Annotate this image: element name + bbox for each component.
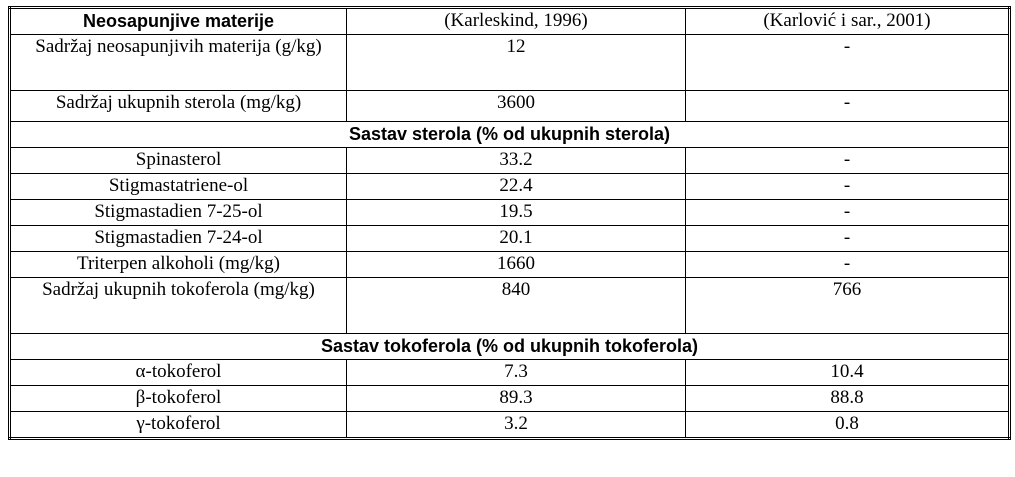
row-value-karlovic: 766 xyxy=(686,278,1010,334)
table-row xyxy=(10,35,1010,91)
row-value-karlovic: - xyxy=(686,148,1010,174)
table-row xyxy=(10,200,1010,226)
header-col1: Neosapunjive materije xyxy=(10,8,347,35)
row-label: Spinasterol xyxy=(10,148,347,174)
row-value-karlovic: - xyxy=(686,226,1010,252)
row-label: Stigmastatriene-ol xyxy=(10,174,347,200)
row-value-karleskind: 89.3 xyxy=(347,386,686,412)
row-label: Sadržaj neosapunjivih materija (g/kg) xyxy=(10,35,347,91)
row-value-karleskind: 3.2 xyxy=(347,412,686,439)
table-row xyxy=(10,91,1010,122)
row-value-karlovic: 0.8 xyxy=(686,412,1010,439)
table-row xyxy=(10,412,1010,439)
table-row xyxy=(10,278,1010,334)
row-value-karleskind: 33.2 xyxy=(347,148,686,174)
unsaponifiable-matter-table xyxy=(8,6,1011,440)
table-row xyxy=(10,174,1010,200)
table-row xyxy=(10,386,1010,412)
header-col3: (Karlović i sar., 2001) xyxy=(686,8,1010,35)
row-value-karleskind: 7.3 xyxy=(347,360,686,386)
row-value-karlovic: 88.8 xyxy=(686,386,1010,412)
row-label: Stigmastadien 7-24-ol xyxy=(10,226,347,252)
table-row xyxy=(10,226,1010,252)
row-label: α-tokoferol xyxy=(10,360,347,386)
header-col2: (Karleskind, 1996) xyxy=(347,8,686,35)
row-value-karleskind: 22.4 xyxy=(347,174,686,200)
row-label: γ-tokoferol xyxy=(10,412,347,439)
row-value-karlovic: - xyxy=(686,200,1010,226)
section-title-sterola: Sastav sterola (% od ukupnih sterola) xyxy=(10,122,1010,148)
row-value-karlovic: - xyxy=(686,91,1010,122)
row-label: Sadržaj ukupnih sterola (mg/kg) xyxy=(10,91,347,122)
row-value-karleskind: 3600 xyxy=(347,91,686,122)
row-label: Stigmastadien 7-25-ol xyxy=(10,200,347,226)
section-row-tokoferola xyxy=(10,334,1010,360)
row-value-karlovic: - xyxy=(686,174,1010,200)
row-value-karlovic: - xyxy=(686,252,1010,278)
row-value-karlovic: 10.4 xyxy=(686,360,1010,386)
table-row xyxy=(10,360,1010,386)
section-title-tokoferola: Sastav tokoferola (% od ukupnih tokoferola) xyxy=(10,334,1010,360)
row-value-karlovic: - xyxy=(686,35,1010,91)
row-value-karleskind: 12 xyxy=(347,35,686,91)
row-value-karleskind: 1660 xyxy=(347,252,686,278)
row-label: Sadržaj ukupnih tokoferola (mg/kg) xyxy=(10,278,347,334)
row-value-karleskind: 19.5 xyxy=(347,200,686,226)
table-row xyxy=(10,252,1010,278)
table-row xyxy=(10,148,1010,174)
row-label: β-tokoferol xyxy=(10,386,347,412)
table-header-row xyxy=(10,8,1010,35)
row-value-karleskind: 20.1 xyxy=(347,226,686,252)
section-row-sterola xyxy=(10,122,1010,148)
row-label: Triterpen alkoholi (mg/kg) xyxy=(10,252,347,278)
row-value-karleskind: 840 xyxy=(347,278,686,334)
